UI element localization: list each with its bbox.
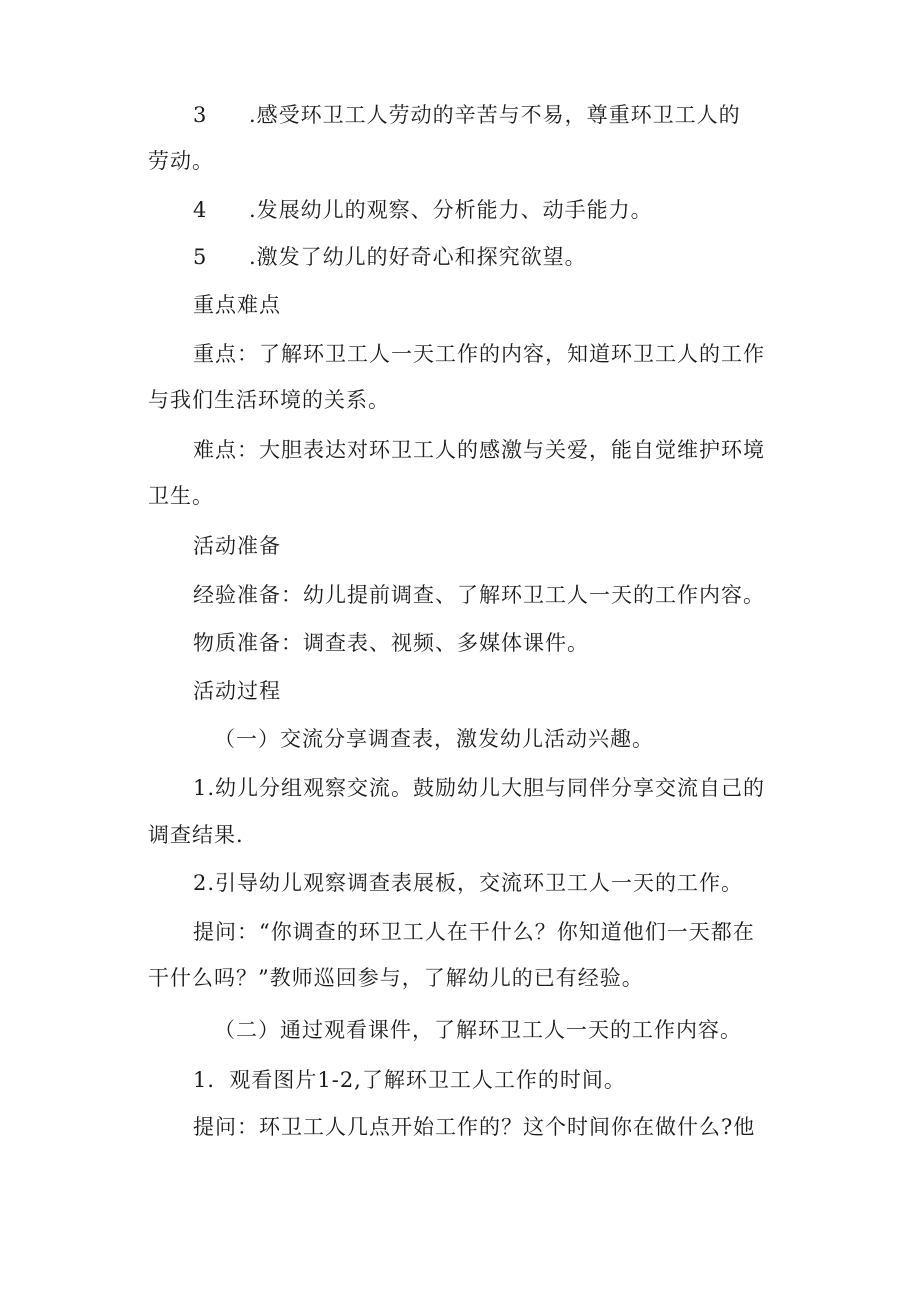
key-points-heading: 重点难点 (193, 293, 281, 317)
question-line: 提问：环卫工人几点开始工作的？这个时间你在做什么?他 (193, 1115, 756, 1139)
difficult-point-line: 难点：大胆表达对环卫工人的感激与关爱，能自觉维护环境 (193, 438, 765, 462)
goal-text: .激发了幼儿的好奇心和探究欲望。 (249, 245, 587, 269)
process-step-line: 1.幼儿分组观察交流。鼓励幼儿大胆与同伴分享交流自己的 (193, 776, 766, 800)
process-heading: 活动过程 (193, 679, 281, 703)
difficult-point-line: 卫生。 (148, 484, 214, 508)
section-2-title: （二）通过观看课件，了解环卫工人一天的工作内容。 (214, 1018, 742, 1042)
goal-text: .感受环卫工人劳动的辛苦与不易，尊重环卫工人的 (249, 103, 741, 127)
goal-item-4 (193, 195, 653, 225)
goal-item-3 (193, 100, 741, 130)
process-step-line: 调查结果. (148, 823, 244, 847)
experience-preparation: 经验准备：幼儿提前调查、了解环卫工人一天的工作内容。 (193, 583, 765, 607)
process-step-line: 1．观看图片1-2,了解环卫工人工作的时间。 (193, 1068, 626, 1092)
key-point-line: 重点：了解环卫工人一天工作的内容，知道环卫工人的工作 (193, 342, 765, 366)
goal-text: .发展幼儿的观察、分析能力、动手能力。 (249, 198, 653, 222)
question-line: 提问：“你调查的环卫工人在干什么？你知道他们一天都在 (193, 920, 755, 944)
key-point-line: 与我们生活环境的关系。 (148, 388, 390, 412)
section-1-title: （一）交流分享调查表，激发幼儿活动兴趣。 (214, 727, 654, 751)
preparation-heading: 活动准备 (193, 534, 281, 558)
goal-number: 4 (193, 198, 208, 222)
goal-number: 5 (193, 245, 208, 269)
goal-number: 3 (193, 103, 208, 127)
material-preparation: 物质准备：调查表、视频、多媒体课件。 (193, 631, 589, 655)
question-line: 干什么吗？”教师巡回参与，了解幼儿的已有经验。 (148, 966, 644, 990)
process-step-line: 2.引导幼儿观察调查表展板，交流环卫工人一天的工作。 (193, 871, 744, 895)
goal-item-3-continuation: 劳动。 (148, 149, 214, 173)
goal-item-5 (193, 242, 587, 272)
